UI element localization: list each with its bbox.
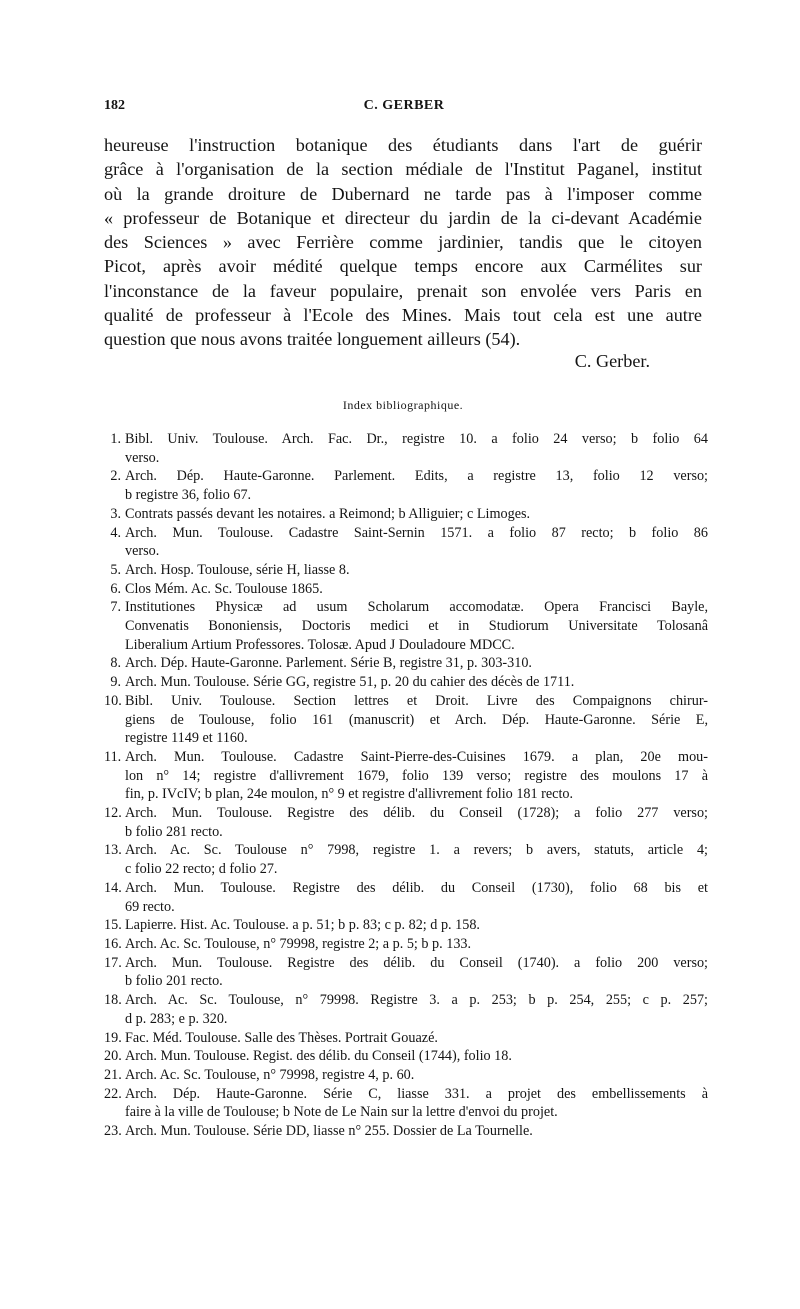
entry-line: Institutiones Physicæ ad usum Scholarum accomodatæ. Opera Francisci Bayle, [125,599,708,616]
entry-line: Arch. Hosp. Toulouse, série H, liasse 8. [125,561,350,578]
bibliography-entry [104,430,708,467]
entry-number: 1. [110,431,121,447]
bibliography-entry [104,748,708,804]
entry-line: Arch. Ac. Sc. Toulouse, n° 79998, registre 2; a p. 5; b p. 133. [125,935,472,952]
bibliography-entry [104,673,708,692]
entry-number: 22. [104,1085,122,1102]
body-line: l'inconstance de la faveur populaire, prenait son envolée vers Paris en [104,280,702,301]
bibliography-entry [104,467,708,504]
entry-line: Fac. Méd. Toulouse. Salle des Thèses. Portrait Gouazé. [125,1029,438,1046]
entry-line: b folio 281 recto. [125,823,223,840]
body-line: des Sciences » avec Ferrière comme jardinier, tandis que le citoyen [104,232,702,253]
entry-number: 18. [104,992,122,1009]
body-line: où la grande droiture de Dubernard ne tarde pas à l'imposer comme [104,183,702,204]
entry-line: Clos Mém. Ac. Sc. Toulouse 1865. [125,580,323,597]
entry-line: b folio 201 recto. [125,973,223,990]
entry-number: 6. [110,580,121,597]
entry-number: 17. [104,954,122,971]
bibliography-entry [104,879,708,916]
entry-number: 20. [104,1048,122,1065]
entry-line: Arch. Mun. Toulouse. Regist. des délib. du Conseil (1744), folio 18. [125,1048,512,1065]
entry-number: 23. [104,1123,122,1140]
entry-line: Arch. Mun. Toulouse. Série DD, liasse n° 255. Dossier de La Tournelle. [125,1123,533,1140]
entry-line: Arch. Mun. Toulouse. Registre des délib. du Conseil (1728); a folio 277 verso; [125,805,708,822]
entry-line: Arch. Mun. Toulouse. Série GG, registre 51, p. 20 du cahier des décès de 1711. [125,674,575,691]
entry-number: 10. [104,692,122,709]
entry-line: Bibl. Univ. Toulouse. Arch. Fac. Dr., registre 10. a folio 24 verso; b folio 64 [125,431,708,447]
entry-number: 9. [110,674,121,691]
entry-line: c folio 22 recto; d folio 27. [125,861,278,878]
entry-line: registre 1149 et 1160. [125,730,248,747]
entry-line: Arch. Dép. Haute-Garonne. Parlement. Série B, registre 31, p. 303-310. [125,655,532,672]
body-line: grâce à l'organisation de la section médiale de l'Institut Paganel, institut [104,159,702,180]
entry-number: 5. [110,561,121,578]
entry-line: 69 recto. [125,898,175,915]
entry-number: 21. [104,1066,122,1083]
entry-line: Liberalium Artium Professores. Tolosæ. Apud J Douladoure MDCC. [125,636,515,653]
entry-line: Arch. Mun. Toulouse. Cadastre Saint-Sernin 1571. a folio 87 recto; b folio 86 [125,524,708,541]
bibliography-entry [104,916,708,935]
running-head: C. GERBER [363,98,445,113]
entry-line: Arch. Mun. Toulouse. Cadastre Saint-Pierre-des-Cuisines 1679. a plan, 20e mou- [125,748,708,765]
entry-line: lon n° 14; registre d'allivrement 1679, folio 139 verso; registre des moulons 17 à [125,767,708,784]
bibliography-entry [104,580,708,599]
entry-line: Arch. Ac. Sc. Toulouse, n° 79998, registre 4, p. 60. [125,1066,415,1083]
bibliography-entry [104,654,708,673]
bibliography-entry [104,692,708,748]
entry-number: 15. [104,917,122,934]
bibliography-entry [104,841,708,878]
bibliography-entry [104,598,708,654]
bibliography-entry [104,991,708,1028]
bibliography-entry [104,935,708,954]
bibliography-entry [104,505,708,524]
entry-line: Bibl. Univ. Toulouse. Section lettres et Droit. Livre des Compaignons chirur- [125,692,708,709]
body-line: heureuse l'instruction botanique des étudiants dans l'art de guérir [104,135,702,155]
entry-number: 3. [110,505,121,522]
body-line: Picot, après avoir médité quelque temps encore aux Carmélites sur [104,256,702,277]
entry-number: 19. [104,1029,122,1046]
entry-line: Arch. Mun. Toulouse. Registre des délib. du Conseil (1730), folio 68 bis et [125,879,708,896]
bibliography-entry [104,1122,708,1141]
bibliography-entry [104,954,708,991]
entry-line: Convenatis Bononiensis, Doctoris medici et in Studiorum Universitate Tolosanâ [125,618,708,635]
entry-number: 11. [104,748,122,765]
entry-number: 16. [104,935,122,952]
entry-line: Arch. Dép. Haute-Garonne. Parlement. Edits, a registre 13, folio 12 verso; [125,468,708,485]
entry-line: Contrats passés devant les notaires. a Reimond; b Alliguier; c Limoges. [125,505,531,522]
body-line: question que nous avons traitée longuement ailleurs (54). [104,329,521,350]
author-signature: C. Gerber. [574,351,650,371]
bibliography-entry [104,1085,708,1122]
body-line: « professeur de Botanique et directeur du jardin de la ci-devant Académie [104,207,702,228]
entry-number: 12. [104,805,122,822]
entry-number: 8. [110,655,121,672]
index-heading: Index bibliographique. [342,398,464,412]
bibliography-entry [104,1066,708,1085]
body-line: qualité de professeur à l'Ecole des Mines. Mais tout cela est une autre [104,305,702,326]
entry-line: Arch. Dép. Haute-Garonne. Série C, liasse 331. a projet des embellissements à [125,1085,708,1102]
entry-number: 13. [104,842,122,859]
entry-line: Arch. Ac. Sc. Toulouse, n° 79998. Registre 3. a p. 253; b p. 254, 255; c p. 257; [125,992,708,1009]
entry-number: 4. [110,524,121,541]
page-number: 182 [104,98,125,113]
entry-line: Arch. Ac. Sc. Toulouse n° 7998, registre 1. a revers; b avers, statuts, article 4; [125,842,708,859]
bibliography-entry [104,524,708,561]
entry-line: b registre 36, folio 67. [125,487,252,504]
entry-line: fin, p. IVcIV; b plan, 24e moulon, n° 9 et registre d'allivrement folio 181 recto. [125,786,574,803]
entry-line: giens de Toulouse, folio 161 (manuscrit) et Arch. Dép. Haute-Garonne. Série E, [125,711,708,728]
entry-line: Arch. Mun. Toulouse. Registre des délib. du Conseil (1740). a folio 200 verso; [125,954,708,971]
entry-line: d p. 283; e p. 320. [125,1010,228,1027]
entry-line: verso. [125,543,160,560]
bibliography-entry [104,1029,708,1048]
bibliography-list [104,430,708,1141]
entry-line: verso. [125,449,160,466]
entry-number: 2. [110,468,121,485]
entry-number: 14. [104,879,122,896]
page-header [104,98,704,118]
entry-number: 7. [110,599,121,616]
body-paragraph [104,133,702,352]
bibliography-entry [104,804,708,841]
bibliography-entry [104,561,708,580]
entry-line: Lapierre. Hist. Ac. Toulouse. a p. 51; b p. 83; c p. 82; d p. 158. [125,917,480,934]
entry-line: faire à la ville de Toulouse; b Note de Le Nain sur la lettre d'envoi du projet. [125,1104,558,1121]
bibliography-entry [104,1047,708,1066]
